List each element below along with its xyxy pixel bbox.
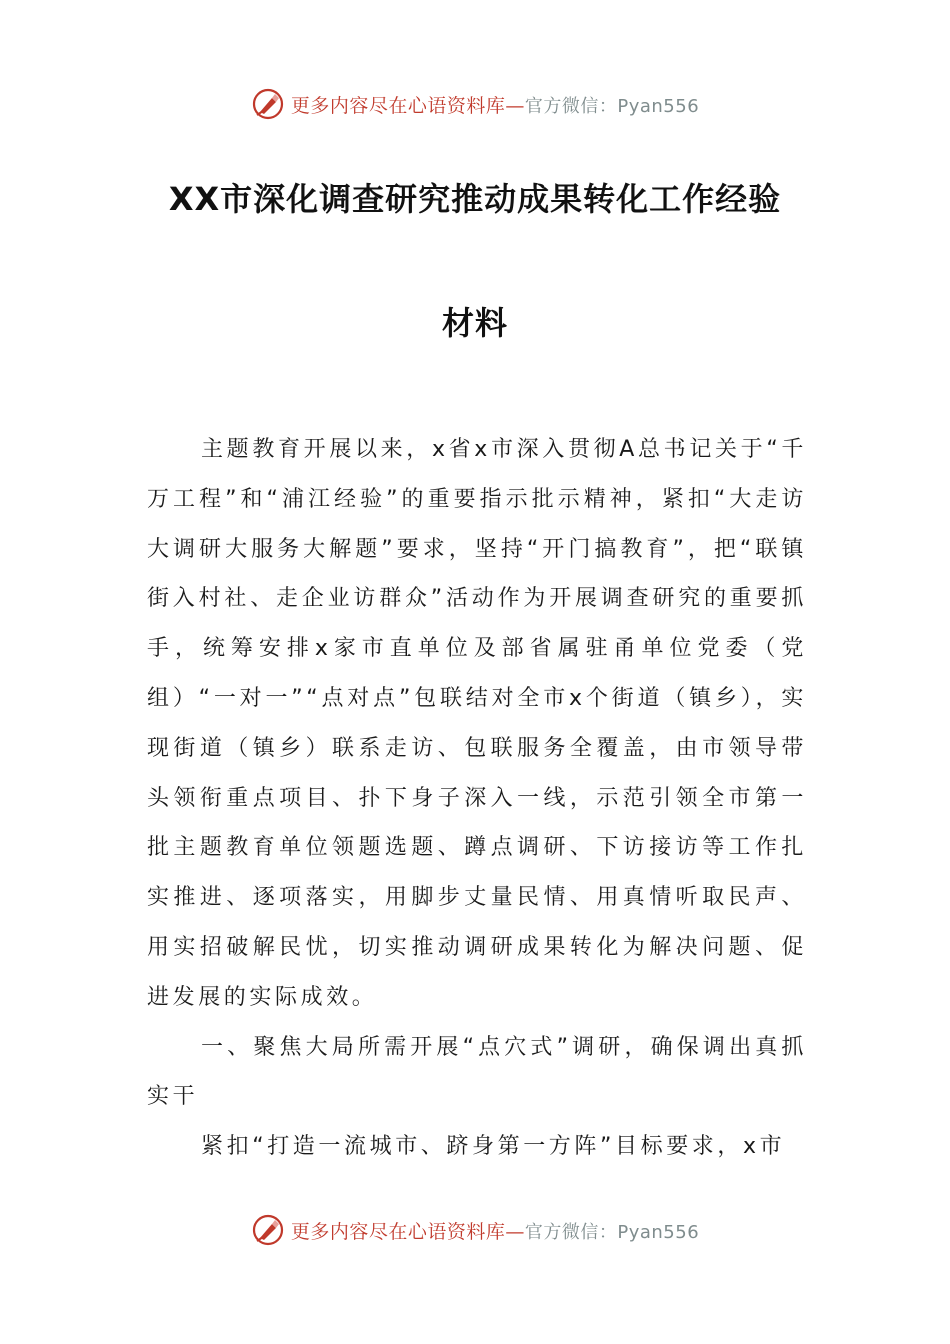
- watermark-text: [291, 1217, 699, 1244]
- body-paragraph-section-1: 紧扣“打造一流城市、跻身第一方阵”目标要求，x市: [201, 1134, 786, 1160]
- watermark-banner-top: [0, 84, 950, 124]
- pen-nib-logo-icon: [251, 1213, 285, 1247]
- document-body: [147, 425, 807, 1172]
- document-title-line-2: 材料: [441, 304, 508, 342]
- watermark-wechat-text: 官方微信：Pyan556: [524, 95, 700, 117]
- document-title-line-1: XX市深化调查研究推动成果转化工作经验: [168, 180, 782, 218]
- watermark-site-text: 更多内容尽在心语资料库—: [290, 1220, 525, 1243]
- watermark-banner-bottom: [0, 1210, 950, 1250]
- body-paragraph-intro: 主题教育开展以来，x省x市深入贯彻A总书记关于“千万工程”和“浦江经验”的重要指示批示精神，紧扣“大走访大调研大服务大解题”要求，坚持“开门搞教育”，把“联镇街入村社、走企业访群众”活动作为开展调查研究的重要抓手，统筹安排x家市直单位及部省属驻甬单位党委（党组）“一对一”“点对点”包联结对全市x个街道（镇乡），实现街道（镇乡）联系走访、包联服务全覆盖，由市领导带头领衔重点项目、扑下身子深入一线，示范引领全市第一批主题教育单位领题选题、蹲点调研、下访接访等工作扎实推进、逐项落实，用脚步丈量民情、用真情听取民声、用实招破解民忧，切实推动调研成果转化为解决问题、促进发展的实际成效。: [147, 437, 807, 1010]
- pen-nib-logo-icon: [251, 87, 285, 121]
- watermark-site-text: 更多内容尽在心语资料库—: [290, 94, 525, 117]
- section-heading-1: 一、聚焦大局所需开展“点穴式”调研，确保调出真抓实干: [147, 1034, 807, 1110]
- watermark-text: [291, 91, 699, 118]
- watermark-wechat-text: 官方微信：Pyan556: [524, 1221, 700, 1243]
